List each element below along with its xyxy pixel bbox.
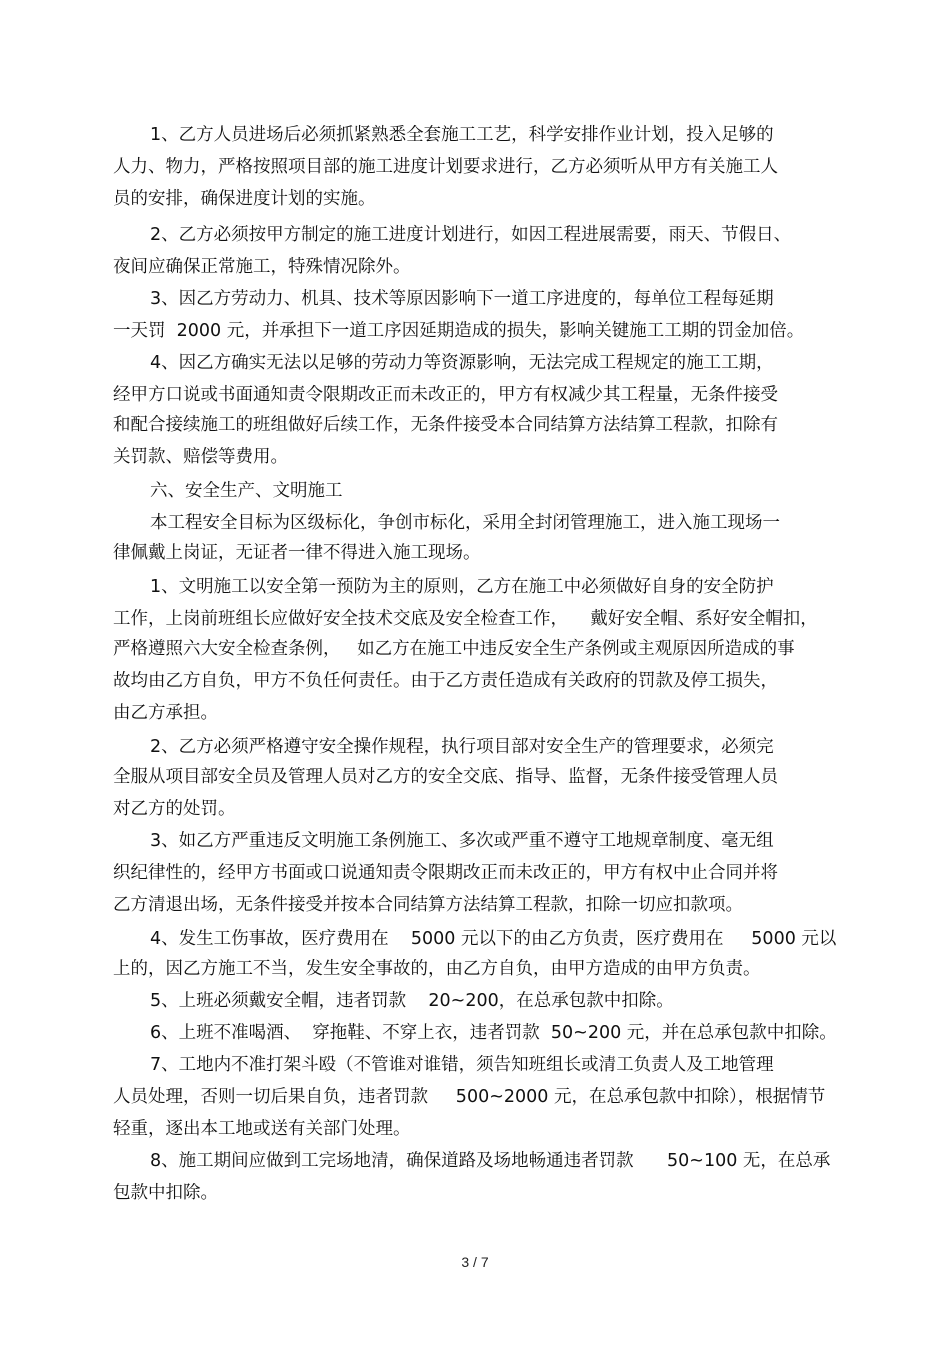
text-line: 夜间应确保正常施工，特殊情况除外。	[113, 257, 411, 277]
text-line: 严格遵照六大安全检查条例， 如乙方在施工中违反安全生产条例或主观原因所造成的事	[113, 639, 795, 659]
text-line: 本工程安全目标为区级标化，争创市标化，采用全封闭管理施工，进入施工现场一	[150, 513, 780, 533]
text-line: 全服从项目部安全员及管理人员对乙方的安全交底、指导、监督，无条件接受管理人员	[113, 767, 778, 787]
text-line: 8、施工期间应做到工完场地清，确保道路及场地畅通违者罚款 50~100 无，在总承	[150, 1151, 831, 1171]
text-line: 人员处理，否则一切后果自负，违者罚款 500~2000 元，在总承包款中扣除），根据情节	[113, 1087, 826, 1107]
text-line: 上的，因乙方施工不当，发生安全事故的，由乙方自负，由甲方造成的由甲方负责。	[113, 959, 761, 979]
text-line: 员的安排，确保进度计划的实施。	[113, 189, 376, 209]
text-line: 一天罚 2000 元，并承担下一道工序因延期造成的损失，影响关键施工工期的罚金加倍。	[113, 321, 805, 341]
text-line: 工作，上岗前班组长应做好安全技术交底及安全检查工作， 戴好安全帽、系好安全帽扣，	[113, 609, 818, 629]
text-line: 1、文明施工以安全第一预防为主的原则，乙方在施工中必须做好自身的安全防护	[150, 577, 774, 597]
text-line: 6、上班不准喝酒、 穿拖鞋、不穿上衣，违者罚款 50~200 元，并在总承包款中扣除。	[150, 1023, 837, 1043]
text-line: 包款中扣除。	[113, 1183, 218, 1203]
text-line: 2、乙方必须按甲方制定的施工进度计划进行，如因工程进展需要，雨天、节假日、	[150, 225, 792, 245]
text-line: 3、因乙方劳动力、机具、技术等原因影响下一道工序进度的，每单位工程每延期	[150, 289, 774, 309]
text-line: 人力、物力，严格按照项目部的施工进度计划要求进行，乙方必须听从甲方有关施工人	[113, 157, 778, 177]
text-line: 关罚款、赔偿等费用。	[113, 447, 288, 467]
text-line: 1、乙方人员进场后必须抓紧熟悉全套施工工艺，科学安排作业计划，投入足够的	[150, 125, 774, 145]
section-heading: 六、安全生产、文明施工	[150, 481, 343, 501]
text-line: 4、发生工伤事故，医疗费用在 5000 元以下的由乙方负责，医疗费用在 5000 元以	[150, 929, 837, 949]
text-line: 3、如乙方严重违反文明施工条例施工、多次或严重不遵守工地规章制度、毫无组	[150, 831, 774, 851]
text-line: 故均由乙方自负，甲方不负任何责任。由于乙方责任造成有关政府的罚款及停工损失，	[113, 671, 778, 691]
text-line: 经甲方口说或书面通知责令限期改正而未改正的，甲方有权减少其工程量，无条件接受	[113, 385, 778, 405]
text-line: 由乙方承担。	[113, 703, 218, 723]
text-line: 5、上班必须戴安全帽，违者罚款 20~200，在总承包款中扣除。	[150, 991, 674, 1011]
text-line: 乙方清退出场，无条件接受并按本合同结算方法结算工程款，扣除一切应扣款项。	[113, 895, 743, 915]
text-line: 织纪律性的，经甲方书面或口说通知责令限期改正而未改正的，甲方有权中止合同并将	[113, 863, 778, 883]
text-line: 4、因乙方确实无法以足够的劳动力等资源影响，无法完成工程规定的施工工期，	[150, 353, 774, 373]
text-line: 7、工地内不准打架斗殴（不管谁对谁错，须告知班组长或清工负责人及工地管理	[150, 1055, 774, 1075]
text-line: 2、乙方必须严格遵守安全操作规程，执行项目部对安全生产的管理要求，必须完	[150, 737, 774, 757]
text-line: 律佩戴上岗证，无证者一律不得进入施工现场。	[113, 543, 481, 563]
text-line: 对乙方的处罚。	[113, 799, 236, 819]
page-number: 3 / 7	[461, 1254, 489, 1270]
text-line: 和配合接续施工的班组做好后续工作，无条件接受本合同结算方法结算工程款，扣除有	[113, 415, 778, 435]
text-line: 轻重，逐出本工地或送有关部门处理。	[113, 1119, 411, 1139]
